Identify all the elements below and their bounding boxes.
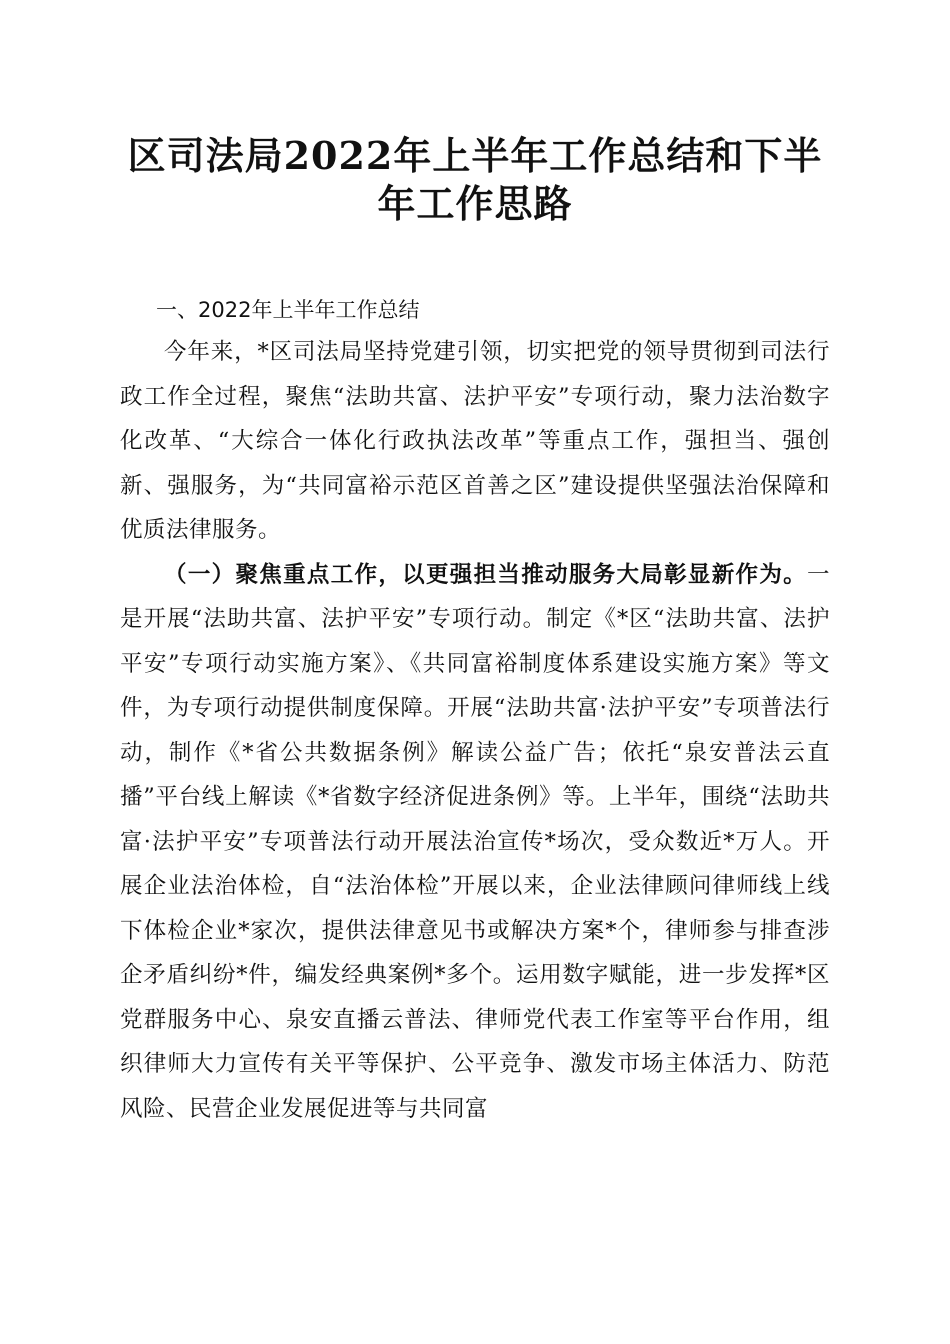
subsection-heading: （一）聚焦重点工作，以更强担当推动服务大局彰显新作为。 (164, 561, 807, 588)
subsection-paragraph (120, 553, 830, 1132)
subsection-body: 一是开展“法助共富、法护平安”专项行动。制定《*区“法助共富、法护平安”专项行动实施方案》、《共同富裕制度体系建设实施方案》等文件，为专项行动提供制度保障。开展“法助共富·法护平安”专项普法行动，制作《*省公共数据条例》解读公益广告；依托“泉安普法云直播”平台线上解读《*省数字经济促进条例》等。上半年，围绕“法助共富·法护平安”专项普法行动开展法治宣传*场次，受众数近*万人。开展企业法治体检，自“法治体检”开展以来，企业法律顾问律师线上线下体检企业*家次，提供法律意见书或解决方案*个，律师参与排查涉企矛盾纠纷*件，编发经典案例*多个。运用数字赋能，进一步发挥*区党群服务中心、泉安直播云普法、律师党代表工作室等平台作用，组织律师大力宣传有关平等保护、公平竞争、激发市场主体活力、防范风险、民营企业发展促进等与共同富 (120, 561, 830, 1122)
intro-paragraph: 今年来，*区司法局坚持党建引领，切实把党的领导贯彻到司法行政工作全过程，聚焦“法助共富、法护平安”专项行动，聚力法治数字化改革、“大综合一体化行政执法改革”等重点工作，强担当、强创新、强服务，为“共同富裕示范区首善之区”建设提供坚强法治保障和优质法律服务。 (120, 339, 830, 543)
section-heading: 一、2022年上半年工作总结 (156, 298, 420, 322)
document-body (120, 290, 830, 1131)
document-title: 区司法局2022年上半年工作总结和下半年工作思路 (127, 133, 823, 226)
